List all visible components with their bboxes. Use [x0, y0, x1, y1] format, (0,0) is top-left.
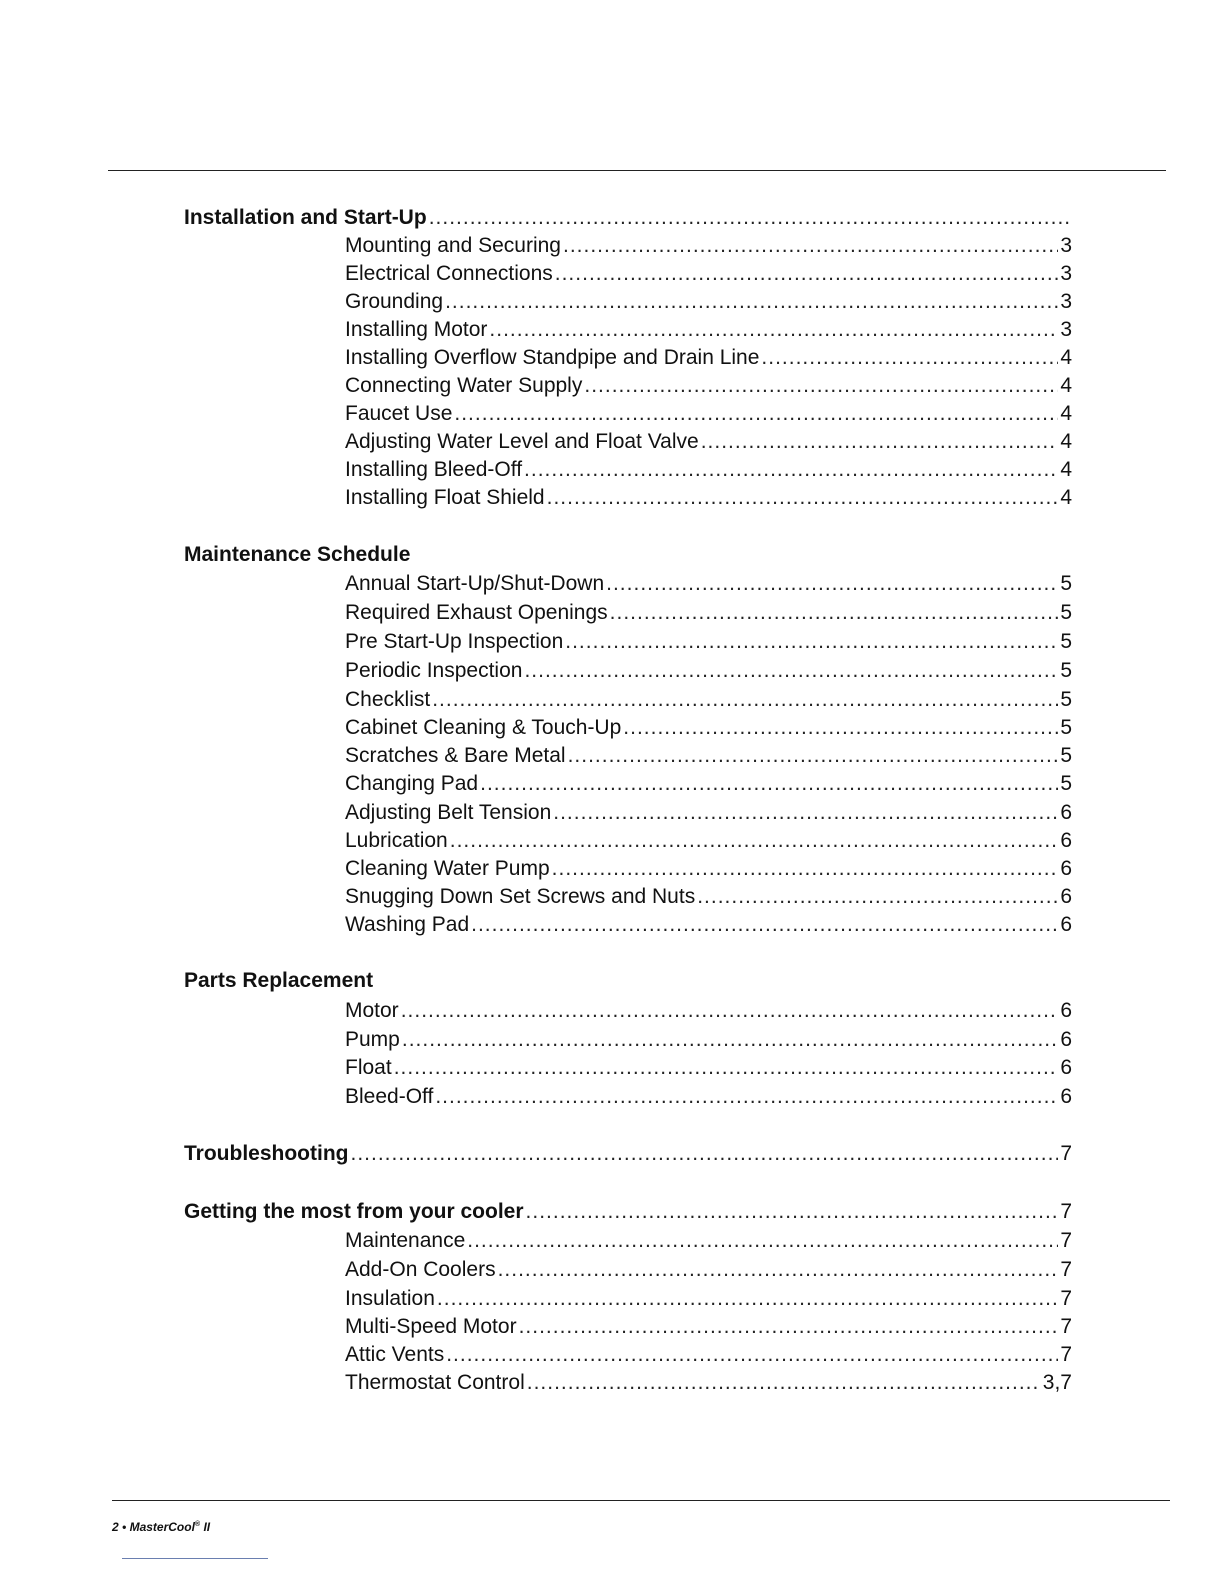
item-page: 5: [1060, 744, 1072, 767]
toc-section-maintenance[interactable]: [184, 541, 1072, 569]
item-page: 7: [1060, 1287, 1072, 1310]
toc-item[interactable]: [345, 1054, 1072, 1082]
toc-item[interactable]: [345, 628, 1072, 656]
item-page: 6: [1060, 857, 1072, 880]
toc-item[interactable]: [345, 1026, 1072, 1054]
dot-leader: [437, 1285, 1058, 1313]
toc-item[interactable]: [345, 742, 1072, 770]
item-label: Pump: [345, 1028, 400, 1051]
item-label: Multi-Speed Motor: [345, 1315, 517, 1338]
toc-item[interactable]: [345, 827, 1072, 855]
item-label: Cabinet Cleaning & Touch-Up: [345, 716, 622, 739]
item-label: Thermostat Control: [345, 1371, 525, 1394]
dot-leader: [553, 799, 1058, 827]
item-page: 4: [1060, 458, 1072, 481]
dot-leader: [480, 770, 1058, 798]
toc-item[interactable]: [345, 1285, 1072, 1313]
dot-leader: [350, 1140, 1058, 1168]
toc-item[interactable]: [345, 714, 1072, 742]
item-page: 5: [1060, 659, 1072, 682]
item-page: 5: [1060, 772, 1072, 795]
footer-underline: [122, 1558, 268, 1559]
dot-leader: [519, 1313, 1059, 1341]
item-label: Pre Start-Up Inspection: [345, 630, 564, 653]
dot-leader: [429, 204, 1070, 232]
toc-item[interactable]: [345, 911, 1072, 939]
item-label: Scratches & Bare Metal: [345, 744, 566, 767]
dot-leader: [445, 288, 1058, 316]
dot-leader: [446, 1341, 1058, 1369]
item-page: 7: [1060, 1258, 1072, 1281]
item-page: 4: [1060, 402, 1072, 425]
section-title: Parts Replacement: [184, 969, 374, 992]
toc-item[interactable]: [345, 484, 1072, 512]
dot-leader: [568, 742, 1059, 770]
item-page: 3: [1060, 290, 1072, 313]
toc-item[interactable]: [345, 1083, 1072, 1111]
dot-leader: [552, 855, 1059, 883]
dot-leader: [524, 456, 1058, 484]
item-label: Installing Bleed-Off: [345, 458, 523, 481]
item-page: 4: [1060, 486, 1072, 509]
item-label: Adjusting Belt Tension: [345, 801, 552, 824]
dot-leader: [565, 628, 1058, 656]
item-label: Mounting and Securing: [345, 234, 561, 257]
item-label: Checklist: [345, 688, 431, 711]
item-label: Cleaning Water Pump: [345, 857, 550, 880]
section-page: 7: [1060, 1200, 1072, 1223]
item-page: 7: [1060, 1343, 1072, 1366]
item-page: 6: [1060, 829, 1072, 852]
section-title: Troubleshooting: [184, 1142, 349, 1165]
toc-item[interactable]: [345, 799, 1072, 827]
dot-leader: [761, 344, 1058, 372]
item-label: Faucet Use: [345, 402, 453, 425]
toc-item[interactable]: [345, 428, 1072, 456]
item-label: Installing Motor: [345, 318, 488, 341]
item-page: 7: [1060, 1229, 1072, 1252]
item-page: 4: [1060, 346, 1072, 369]
toc-item[interactable]: [345, 997, 1072, 1025]
dot-leader: [471, 911, 1058, 939]
toc-item[interactable]: [345, 657, 1072, 685]
toc-item[interactable]: [345, 260, 1072, 288]
dot-leader: [467, 1227, 1058, 1255]
toc-item[interactable]: [345, 686, 1072, 714]
toc-section-getting-the-most[interactable]: [184, 1198, 1072, 1226]
dot-leader: [701, 428, 1059, 456]
dot-leader: [450, 827, 1059, 855]
item-label: Washing Pad: [345, 913, 470, 936]
model-name: II: [203, 1520, 211, 1534]
item-page: 6: [1060, 1085, 1072, 1108]
item-label: Attic Vents: [345, 1343, 445, 1366]
page-number: 2: [112, 1520, 119, 1534]
toc-item[interactable]: [345, 855, 1072, 883]
toc-item[interactable]: [345, 400, 1072, 428]
item-page: 7: [1060, 1315, 1072, 1338]
item-page: 6: [1060, 1028, 1072, 1051]
toc-section-troubleshooting[interactable]: [184, 1140, 1072, 1168]
dot-leader: [606, 570, 1058, 598]
toc-item[interactable]: [345, 570, 1072, 598]
dot-leader: [489, 316, 1058, 344]
dot-leader: [547, 484, 1059, 512]
dot-leader: [610, 599, 1059, 627]
dot-leader: [555, 260, 1059, 288]
item-page: 6: [1060, 1056, 1072, 1079]
dot-leader: [526, 1198, 1059, 1226]
dot-leader: [563, 232, 1058, 260]
item-label: Periodic Inspection: [345, 659, 523, 682]
item-label: Required Exhaust Openings: [345, 601, 608, 624]
item-label: Connecting Water Supply: [345, 374, 583, 397]
item-label: Motor: [345, 999, 399, 1022]
toc-item[interactable]: [345, 344, 1072, 372]
item-page: 6: [1060, 913, 1072, 936]
dot-leader: [394, 1054, 1059, 1082]
toc-item[interactable]: [345, 288, 1072, 316]
dot-leader: [527, 1369, 1041, 1397]
item-page: 5: [1060, 688, 1072, 711]
dot-leader: [697, 883, 1058, 911]
toc-item[interactable]: [345, 1227, 1072, 1255]
section-page: 7: [1060, 1142, 1072, 1165]
item-label: Electrical Connections: [345, 262, 553, 285]
item-label: Float: [345, 1056, 392, 1079]
toc-item[interactable]: [345, 1369, 1072, 1397]
toc-section-installation[interactable]: [184, 204, 1072, 232]
toc-item[interactable]: [345, 1313, 1072, 1341]
item-label: Snugging Down Set Screws and Nuts: [345, 885, 696, 908]
item-label: Annual Start-Up/Shut-Down: [345, 572, 605, 595]
toc-item[interactable]: [345, 1256, 1072, 1284]
toc-item[interactable]: [345, 372, 1072, 400]
dot-leader: [584, 372, 1058, 400]
item-page: 5: [1060, 601, 1072, 624]
section-title: Maintenance Schedule: [184, 543, 411, 566]
item-page: 5: [1060, 572, 1072, 595]
item-label: Installing Float Shield: [345, 486, 545, 509]
dot-leader: [454, 400, 1058, 428]
toc-item[interactable]: [345, 456, 1072, 484]
item-page: 5: [1060, 716, 1072, 739]
toc-item[interactable]: [345, 316, 1072, 344]
item-label: Adjusting Water Level and Float Valve: [345, 430, 699, 453]
item-page: 4: [1060, 374, 1072, 397]
dot-leader: [524, 657, 1058, 685]
dot-leader: [498, 1256, 1059, 1284]
item-label: Changing Pad: [345, 772, 479, 795]
item-label: Bleed-Off: [345, 1085, 434, 1108]
brand-name: MasterCool: [129, 1520, 195, 1534]
item-page: 5: [1060, 630, 1072, 653]
item-label: Installing Overflow Standpipe and Drain Line: [345, 346, 760, 369]
item-page: 3: [1060, 262, 1072, 285]
item-page: 6: [1060, 801, 1072, 824]
item-page: 3: [1060, 234, 1072, 257]
section-title: Getting the most from your cooler: [184, 1200, 524, 1223]
item-label: Insulation: [345, 1287, 435, 1310]
dot-leader: [402, 1026, 1058, 1054]
bottom-rule: [112, 1500, 1170, 1501]
item-page: 6: [1060, 999, 1072, 1022]
page-footer: [112, 1520, 210, 1534]
section-title: Installation and Start-Up: [184, 206, 427, 229]
item-page: 3: [1060, 318, 1072, 341]
toc-item[interactable]: [345, 232, 1072, 260]
toc-item[interactable]: [345, 1341, 1072, 1369]
item-label: Maintenance: [345, 1229, 466, 1252]
toc-section-parts-replacement[interactable]: [184, 967, 1072, 995]
toc-item[interactable]: [345, 770, 1072, 798]
dot-leader: [435, 1083, 1058, 1111]
toc-item[interactable]: [345, 883, 1072, 911]
top-rule: [108, 170, 1166, 171]
item-page: 4: [1060, 430, 1072, 453]
item-page: 3,7: [1042, 1371, 1072, 1394]
item-label: Grounding: [345, 290, 444, 313]
item-label: Lubrication: [345, 829, 448, 852]
registered-mark: ®: [194, 1521, 201, 1528]
bullet-separator: •: [122, 1520, 127, 1534]
item-page: 6: [1060, 885, 1072, 908]
item-label: Add-On Coolers: [345, 1258, 496, 1281]
toc-item[interactable]: [345, 599, 1072, 627]
dot-leader: [401, 997, 1059, 1025]
dot-leader: [623, 714, 1058, 742]
dot-leader: [432, 686, 1058, 714]
